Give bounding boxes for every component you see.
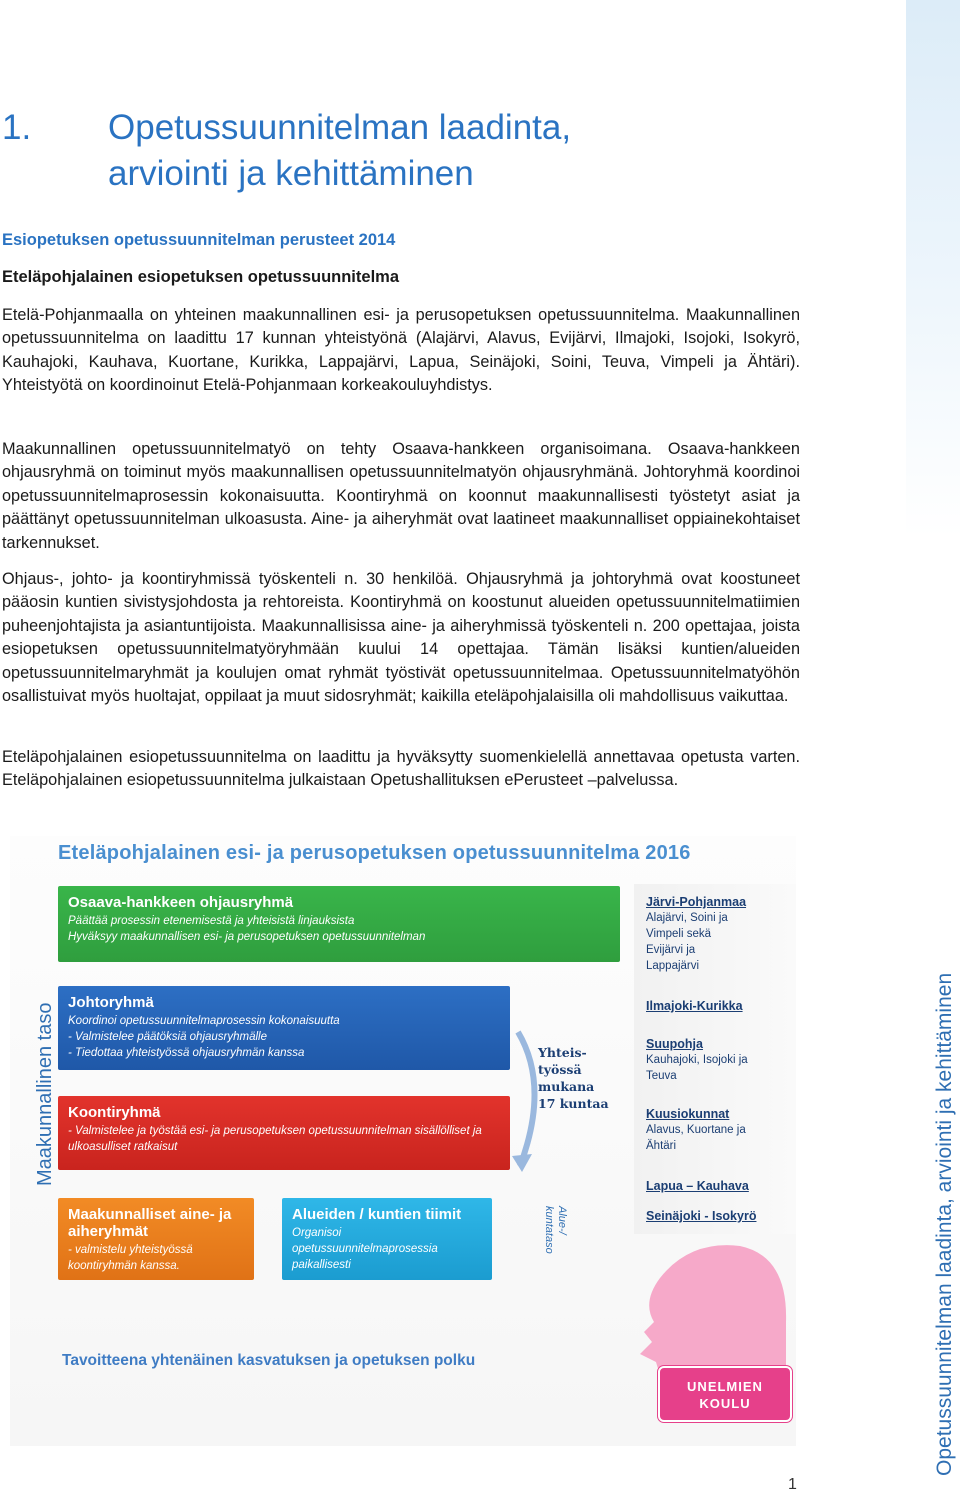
box-alueet-line: Organisoi bbox=[292, 1227, 342, 1239]
region-member: Vimpeli sekä bbox=[646, 928, 711, 940]
region-name: Kuusiokunnat bbox=[646, 1107, 730, 1121]
region-name: Seinäjoki - Isokyrö bbox=[646, 1209, 757, 1223]
subheading-perusteet: Esiopetuksen opetussuunnitelman perusteet 2014 bbox=[2, 231, 396, 249]
region-member: Lappajärvi bbox=[646, 960, 700, 972]
box-johtoryhma bbox=[58, 986, 510, 1070]
figure-title: Eteläpohjalainen esi- ja perusopetuksen opetussuunnitelma 2016 bbox=[58, 842, 691, 864]
region-name: Suupohja bbox=[646, 1037, 703, 1051]
box-aineryhmat bbox=[58, 1198, 254, 1280]
box-johtoryhma-line: - Valmistelee päätöksiä ohjausryhmälle bbox=[68, 1031, 268, 1043]
logo-line: UNELMIEN bbox=[687, 1379, 763, 1394]
region-name: Lapua – Kauhava bbox=[646, 1179, 749, 1193]
chapter-title-line1: Opetussuunnitelman laadinta, bbox=[108, 108, 572, 147]
paragraph-1: Etelä-Pohjanmaalla on yhteinen maakunnallinen esi- ja perusopetuksen opetussuunnitelma. Maakunnallinen opetussuunnitelma on laadittu 17 kunnan yhteistyönä (Alajärvi, Alavus, Evijärvi, Ilmajoki, Isojoki, Isokyrö, Kauhajoki, Kauhava, Kuortane, Kurikka, Lappajärvi, Lapua, Seinäjoki, Soini, Teuva, Vimpeli ja Ähtäri). Yhteistyötä on koordinoinut Etelä-Pohjanmaan korkeakouluyhdistys. bbox=[2, 306, 800, 395]
region-member: Teuva bbox=[646, 1070, 677, 1082]
region-suupohja bbox=[646, 1036, 748, 1084]
box-aineryhmat-title: Maakunnalliset aine- ja aiheryhmät bbox=[68, 1206, 232, 1240]
box-ohjausryhma bbox=[58, 886, 620, 962]
region-kuusiokunnat bbox=[646, 1106, 746, 1154]
region-member: Evijärvi ja bbox=[646, 944, 696, 956]
collaboration-line: 17 kuntaa bbox=[538, 1096, 609, 1111]
box-johtoryhma-line: Koordinoi opetussuunnitelmaprosessin kokonaisuutta bbox=[68, 1015, 340, 1027]
box-alueet-title: Alueiden / kuntien tiimit bbox=[292, 1206, 462, 1223]
box-alueet bbox=[282, 1198, 492, 1280]
box-ohjausryhma-title: Osaava-hankkeen ohjausryhmä bbox=[68, 894, 294, 911]
figure-vertical-label: Maakunnallinen taso bbox=[34, 1002, 56, 1186]
box-ohjausryhma-line: Hyväksyy maakunnallisen esi- ja perusopetuksen opetussuunnitelman bbox=[68, 931, 426, 943]
box-koontiryhma bbox=[58, 1096, 510, 1170]
chapter-number: 1. bbox=[2, 108, 32, 147]
chapter-title-line2: arviointi ja kehittäminen bbox=[108, 154, 474, 193]
logo-line: KOULU bbox=[699, 1396, 751, 1411]
box-johtoryhma-title: Johtoryhmä bbox=[68, 994, 154, 1011]
box-aineryhmat-line: - valmistelu yhteistyössä koontiryhmän kanssa. bbox=[68, 1244, 193, 1272]
collaboration-line: Yhteis- bbox=[538, 1045, 587, 1060]
region-member: Kauhajoki, Isojoki ja bbox=[646, 1054, 748, 1066]
box-koontiryhma-line: - Valmistelee ja työstää esi- ja perusopetuksen opetussuunnitelman sisällölliset ja ulkoasulliset ratkaisut bbox=[68, 1125, 482, 1153]
region-member: Ähtäri bbox=[646, 1140, 677, 1152]
collaboration-label bbox=[538, 1044, 609, 1112]
alue-label-line: Alue-/ bbox=[556, 1206, 568, 1235]
region-name: Ilmajoki-Kurikka bbox=[646, 999, 743, 1013]
box-alueet-line: opetussuunnitelmaprosessia bbox=[292, 1243, 438, 1255]
paragraph-4: Eteläpohjalainen esiopetussuunnitelma on laadittu ja hyväksytty suomenkielellä annettavaa opetusta varten. Eteläpohjalainen esiopetussuunnitelma julkaistaan Opetushallituksen ePerusteet –palvelussa. bbox=[2, 748, 800, 790]
alue-label bbox=[542, 1206, 568, 1254]
figure-goal-text: Tavoitteena yhtenäinen kasvatuksen ja opetuksen polku bbox=[62, 1352, 476, 1369]
box-koontiryhma-title: Koontiryhmä bbox=[68, 1104, 161, 1121]
paragraph-3: Ohjaus-, johto- ja koontiryhmissä työskenteli n. 30 henkilöä. Ohjausryhmä ja johtoryhmä ovat koostuneet pääosin kuntien sivistysjohdosta ja rehtoreista. Koontiryhmä on koostunut alueiden opetussuunnitelmatiimien puheenjohtajista ja asiantuntijoista. Maakunnallisissa aine- ja aiheryhmissä työskenteli n. 200 opettajaa, joista esiopetuksen opetussuunnitelmatyöryhmään kuului 14 opettajaa. Tämän lisäksi kuntien/alueiden opetussuunnitelmaryhmät ja koulujen omat ryhmät työstivät opetussuunnitelmaa. Opetussuunnitelmatyöhön osallistuivat myös huoltajat, oppilaat ja muut sidosryhmät; kaikilla eteläpohjalaisilla oli mahdollisuus vaikuttaa. bbox=[2, 570, 800, 706]
sidebar-chapter-title: Opetussuunnitelman laadinta, arviointi ja kehittäminen bbox=[933, 972, 956, 1476]
organization-figure bbox=[10, 836, 796, 1446]
region-member: Alavus, Kuortane ja bbox=[646, 1124, 746, 1136]
subheading-etelapohjalainen: Eteläpohjalainen esiopetuksen opetussuunnitelma bbox=[2, 268, 399, 286]
box-johtoryhma-line: - Tiedottaa yhteistyössä ohjausryhmän kanssa bbox=[68, 1047, 305, 1059]
region-jarvi-pohjanmaa bbox=[646, 894, 746, 974]
region-lapua-kauhava bbox=[646, 1178, 749, 1194]
region-member: Alajärvi, Soini ja bbox=[646, 912, 728, 924]
page-number: 1 bbox=[788, 1476, 797, 1493]
region-ilmajoki-kurikka bbox=[646, 998, 743, 1014]
collaboration-line: työssä bbox=[538, 1062, 582, 1077]
unelmien-koulu-logo bbox=[658, 1366, 792, 1422]
box-alueet-line: paikallisesti bbox=[292, 1259, 351, 1271]
box-ohjausryhma-line: Päättää prosessin etenemisestä ja yhteisistä linjauksista bbox=[68, 915, 355, 927]
collaboration-line: mukana bbox=[538, 1079, 595, 1094]
alue-label-line: kuntataso bbox=[543, 1206, 555, 1254]
paragraph-2: Maakunnallinen opetussuunnitelmatyö on tehty Osaava-hankkeen organisoimana. Osaava-hankkeen ohjausryhmä on toiminut myös maakunnallisen opetussuunnitelmatyön ohjausryhmänä. Johtoryhmä koordinoi opetussuunnitelmaprosessin kokonaisuutta. Koontiryhmä on koonnut maakunnallisesti työstetyt asiat ja päättänyt opetussuunnitelman ulkoasusta. Aine- ja aiheryhmät ovat laatineet maakunnalliset oppiainekohtaiset tarkennukset. bbox=[2, 440, 800, 552]
region-name: Järvi-Pohjanmaa bbox=[646, 895, 747, 909]
